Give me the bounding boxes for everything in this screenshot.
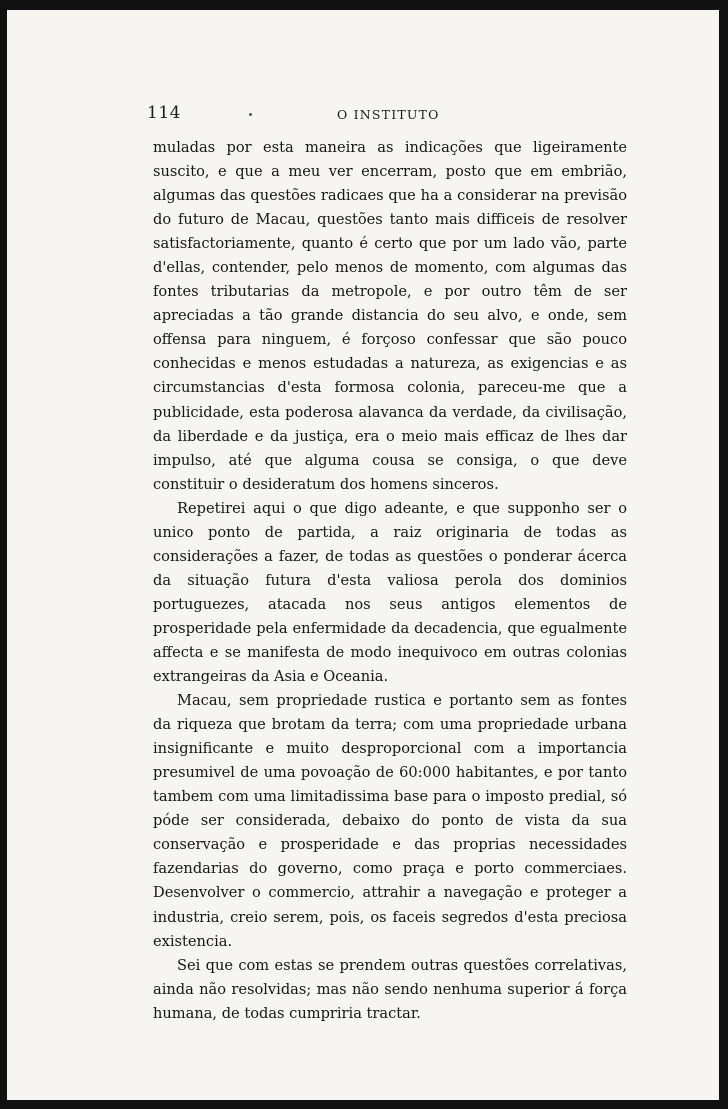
scan-border bbox=[719, 0, 728, 1109]
running-title: O INSTITUTO bbox=[337, 107, 440, 122]
page-header bbox=[147, 103, 627, 127]
page-number: 114 bbox=[147, 103, 181, 123]
paragraph-1: muladas por esta maneira as indicações que ligeiramente suscito, e que a meu ver encerram, posto que em embrião, algumas das questões radicaes que ha a considerar na previsão do futuro de Macau, questões tanto mais difficeis de resolver satisfactoriamente, quanto é certo que por um lado vão, parte d'ellas, contender, pelo menos de momento, com algumas das fontes tributarias da metropole, e por outro têm de ser apreciadas a tão grande distancia do seu alvo, e onde, sem offensa para ninguem, é forçoso confessar que são pouco conhecidas e menos estudadas a natureza, as exigencias e as circumstancias d'esta formosa colonia, pareceu-me que a publicidade, esta poderosa alavanca da verdade, da civilisação, da liberdade e da justiça, era o meio mais efficaz de lhes dar impulso, até que alguma cousa se consiga, o que deve constituir o desideratum dos homens sinceros. bbox=[153, 139, 627, 493]
ink-speck bbox=[249, 113, 252, 116]
paragraph-2: Repetirei aqui o que digo adeante, e que supponho ser o unico ponto de partida, a raiz originaria de todas as considerações a fazer, de todas as questões o ponderar ácerca da situação futura d'esta valiosa perola dos dominios portuguezes, atacada nos seus antigos elementos de prosperidade pela enfermidade da decadencia, que egualmente affecta e se manifesta de modo inequivoco em outras colonias extrangeiras da Asia e Oceania. bbox=[153, 499, 627, 686]
paragraph-3: Macau, sem propriedade rustica e portanto sem as fontes da riqueza que brotam da terra; com uma propriedade urbana insignificante e muito desproporcional com a importancia presumivel de uma povoação de 60:000 habitantes, e por tanto tambem com uma limitadissima base para o imposto predial, só póde ser considerada, debaixo do ponto de vista da sua conservação e prosperidade e das proprias necessidades fazendarias do governo, como praça e porto commerciaes. Desenvolver o commercio, attrahir a navegação e proteger a industria, creio serem, pois, os faceis segredos d'esta preciosa existencia. bbox=[153, 692, 627, 950]
scanned-page bbox=[7, 10, 719, 1100]
paragraph-4: Sei que com estas se prendem outras questões correlativas, ainda não resolvidas; mas não sendo nenhuma superior á força humana, de todas cumpriria tractar. bbox=[153, 956, 627, 1022]
body-text bbox=[153, 136, 627, 1026]
